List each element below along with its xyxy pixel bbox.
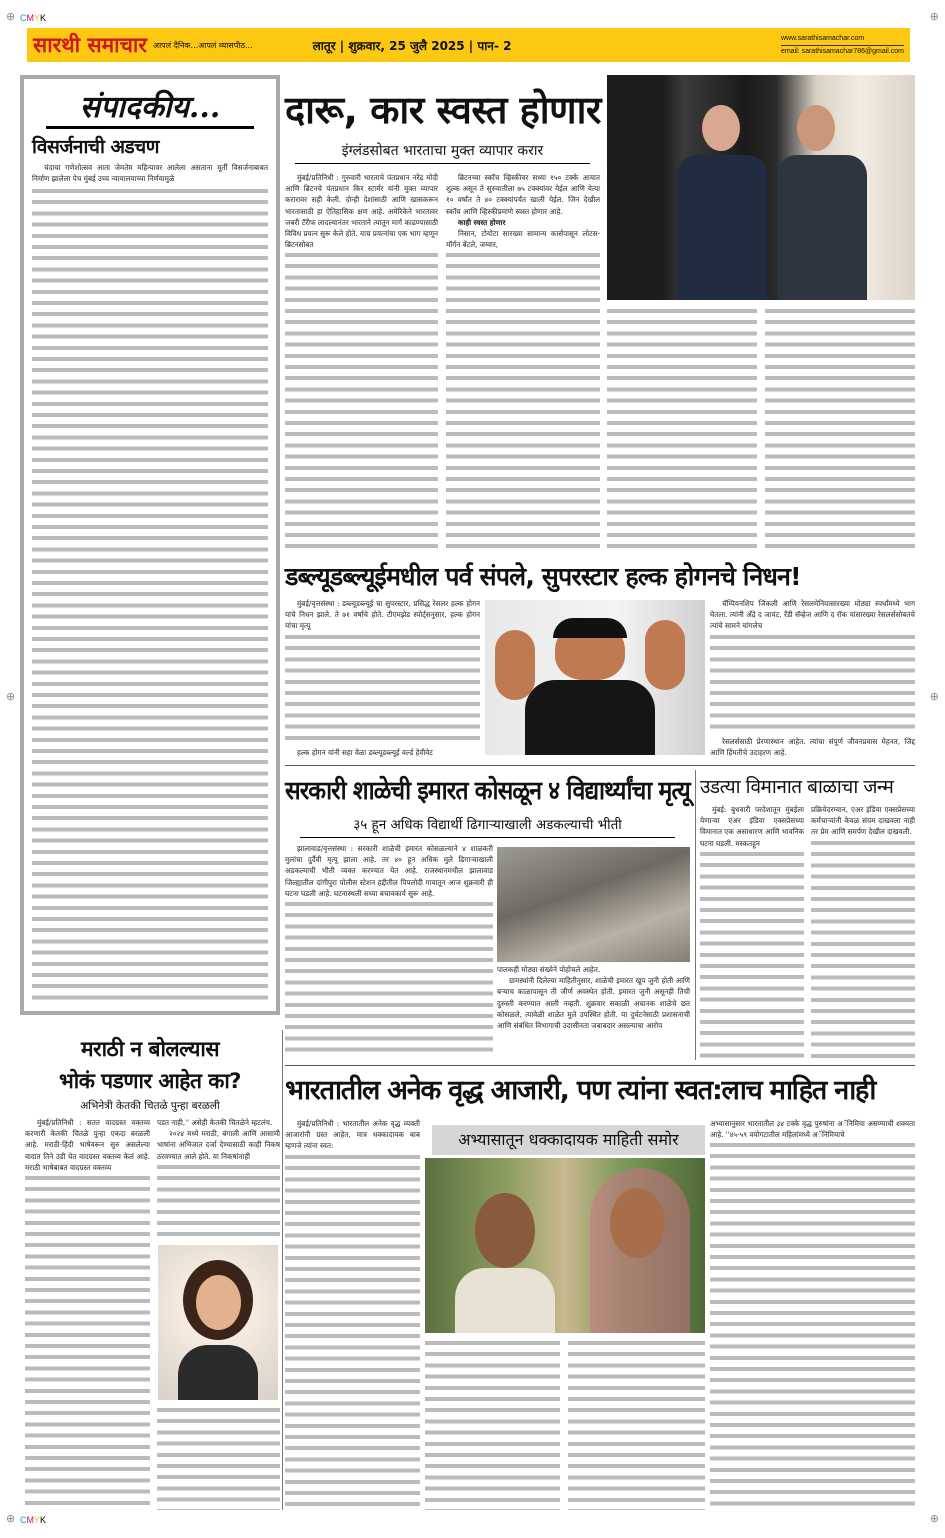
marathi-subhead: अभिनेत्री केतकी चितळे पुन्हा बरळली bbox=[80, 1100, 220, 1112]
editorial-body bbox=[32, 162, 268, 184]
editorial-banner: संपादकीय... bbox=[46, 85, 254, 129]
elderly-col3 bbox=[568, 1338, 705, 1510]
marathi-col1 bbox=[25, 1117, 150, 1510]
person-face bbox=[797, 105, 835, 151]
text-lines bbox=[285, 899, 493, 1055]
wwe-text: चॅम्पियनशिप जिंकली आणि रेसलमेनियासारख्या मोठ्या स्पर्धांमध्ये भाग घेतला. त्यांनी अँद्रे द जायंट, रँडी सॅव्हेज आणि द रॉक यांसारख्या रेसलर्ससोबतचे त्यांचे सामने चांगलेच bbox=[710, 599, 915, 631]
wwe-headline: डब्ल्यूडब्ल्यूईमधील पर्व संपले, सुपरस्टार हल्क होगनचे निधन! bbox=[285, 562, 801, 591]
website-link[interactable]: www.sarathisamachar.com bbox=[781, 33, 904, 46]
school-col1 bbox=[285, 843, 493, 1055]
contact-info bbox=[781, 33, 904, 58]
registration-mark-icon: ⊕ bbox=[929, 10, 939, 23]
elderly-banner: अभ्यासातून धक्कादायक माहिती समोर bbox=[432, 1125, 705, 1155]
elderly-col4 bbox=[710, 1118, 915, 1510]
registration-mark-icon: ⊕ bbox=[929, 690, 939, 703]
elderly-col2 bbox=[425, 1338, 560, 1510]
top-story-col2 bbox=[446, 172, 600, 554]
elderly-col1 bbox=[285, 1118, 420, 1510]
top-story-col4 bbox=[765, 306, 915, 554]
person-suit bbox=[777, 155, 867, 300]
marathi-col2-lower bbox=[157, 1405, 280, 1510]
cmyk-k: K bbox=[40, 13, 47, 23]
cmyk-c: C bbox=[20, 1515, 27, 1525]
text-lines bbox=[710, 632, 915, 736]
top-story-subsection: काही स्वस्त होणार bbox=[458, 217, 506, 227]
person-face bbox=[702, 105, 740, 151]
wwe-lead: मुंबई/वृत्तसंस्था : डब्ल्यूडब्ल्यूई चा सुपरस्टार, प्रसिद्ध रेसलर हल्क होगन यांचे निधन झाले. ते ७१ वर्षांचे होते. टीएमझेड स्पोर्ट्सनुसार, हल्क होगन यांचा मृत्यू bbox=[285, 599, 480, 631]
cmyk-c: C bbox=[20, 13, 27, 23]
marathi-headline bbox=[20, 1033, 280, 1097]
school-headline: सरकारी शाळेची इमारत कोसळून ४ विद्यार्थ्यांचा मृत्यू bbox=[285, 776, 690, 806]
text-lines bbox=[285, 250, 438, 554]
wwe-col1 bbox=[285, 598, 480, 758]
registration-mark-icon: ⊕ bbox=[6, 10, 16, 23]
divider bbox=[695, 770, 696, 1060]
cmyk-y: Y bbox=[34, 13, 41, 23]
text-lines bbox=[710, 1140, 915, 1510]
top-story-text: ब्रिटनच्या स्कॉच व्हिस्कीवर सध्या १५० टक्के आयात शुल्क असून ते सुरुवातीला ७५ टक्क्यांवर येईल आणि येत्या १० वर्षांत ते ४० टक्क्यांपर्यंत खाली येईल. जिन देखील स्कॉच आणि व्हिस्कीप्रमाणे स्वस्त होणार आहे. bbox=[446, 173, 600, 216]
school-col2 bbox=[497, 964, 690, 1031]
marathi-text: पडत नाही,'' असेही केतकी चितळेने म्हटलंय. bbox=[157, 1118, 273, 1127]
marathi-text: २०२४ मध्ये मराठी, बंगाली आणि आसामी भाषांना अभिजात दर्जा देण्यासाठी काही निकष ठरवण्यात आले होते. या निकषांनाही bbox=[157, 1129, 280, 1161]
top-story-lead: मुंबई/प्रतिनिधी : गुरुवारी भारताचे पंतप्रधान नरेंद्र मोदी आणि ब्रिटनचे पंतप्रधान किर स्टार्मर यांनी मुक्त व्यापार करारावर सही केली. दोन्ही देशांसाठी आणि खासकरून भारतासाठी हा ऐतिहासिक क्षण आहे. अमेरिकेने भारतावर जबरी टॅरीफ लादल्यानंतर भारताने त्यातून मार्ग काढण्यासाठी विविध प्रयत्न सुरू केले होते. याच प्रयत्नांचा एक भाग म्हणून ब्रिटनसोबत bbox=[285, 173, 439, 250]
registration-mark-icon: ⊕ bbox=[6, 690, 16, 703]
school-subhead: ३५ हून अधिक विद्यार्थी ढिगाऱ्याखाली अडकल्याची भीती bbox=[300, 816, 675, 838]
leaders-handshake-photo bbox=[607, 75, 915, 300]
text-lines bbox=[700, 849, 804, 1059]
text-lines bbox=[157, 1162, 280, 1241]
cmyk-k: K bbox=[40, 1515, 47, 1525]
tshirt bbox=[525, 680, 655, 755]
top-story-col3 bbox=[607, 306, 757, 554]
elderly-text: अभ्यासानुसार भारतातील ३४ टक्के वृद्ध पुरुषांना अॅनिमिया असण्याची शक्यता आहे. ''४५-५९ वयोगटातील महिलांमध्ये अॅनिमियाचे bbox=[710, 1119, 915, 1140]
collapsed-building-photo bbox=[497, 847, 690, 962]
elderly-couple-photo bbox=[425, 1158, 705, 1333]
email-link[interactable]: email: sarathisamachar786@gmail.com bbox=[780, 47, 904, 55]
shirt bbox=[455, 1268, 555, 1333]
cmyk-mark-bottom bbox=[20, 1515, 46, 1525]
cmyk-m: M bbox=[26, 13, 34, 23]
dateline: लातूर | शुक्रवार, 25 जुलै 2025 | पान- 2 bbox=[312, 38, 512, 53]
flight-col2 bbox=[811, 804, 915, 1059]
text-lines bbox=[285, 1152, 420, 1510]
editorial-text-columns bbox=[32, 186, 268, 1005]
text-lines bbox=[446, 250, 600, 554]
wwe-text: हल्क होगन यांनी सहा वेळा डब्ल्यूडब्ल्यूई वर्ल्ड हेवीवेट bbox=[297, 747, 433, 757]
marathi-headline-line1: मराठी न बोलल्यास bbox=[80, 1037, 220, 1061]
editorial-lead: चंदाचा गणेशोत्सव आता जेमतेम महिन्यावर आलेला असताना मूर्ती विसर्जनाबाबत निर्माण झालेला पेच मुंबई उच्च न्यायालयाच्या निर्णयामुळे bbox=[32, 163, 268, 184]
hulk-hogan-photo bbox=[485, 600, 705, 755]
cmyk-mark bbox=[20, 13, 46, 23]
bandana bbox=[553, 618, 627, 638]
text-lines bbox=[285, 632, 480, 747]
text-lines bbox=[25, 1173, 150, 1510]
person-face bbox=[610, 1188, 665, 1258]
flight-text: मुंबई: बुधवारी परदेशातून मुंबईला येणाऱ्या एअर इंडिया एक्सप्रेसच्या विमानात एक असाधारण आणि भावनिक घटना घडली. मस्कतहून bbox=[700, 805, 804, 848]
divider bbox=[285, 765, 915, 766]
elderly-headline: भारतातील अनेक वृद्ध आजारी, पण त्यांना स्वत:लाच माहित नाही bbox=[285, 1075, 876, 1106]
top-story-headline: दारू, कार स्वस्त होणार bbox=[285, 88, 601, 132]
flight-headline: उडत्या विमानात बाळाचा जन्म bbox=[700, 776, 894, 798]
divider bbox=[285, 1065, 915, 1066]
school-lead: झालावाड/वृत्तसंस्था : सरकारी शाळेची इमारत कोसळल्याने ४ शाळकरी मुलांचा दुर्दैवी मृत्यू झाला आहे, तर ४० हून अधिक मुले ढिगाऱ्याखाली अडकल्याची भीती व्यक्त करण्यात येत आहे. राजस्थानमधील झालावाड जिल्ह्यातील दांगीपुरा पोलीस स्टेशन हद्दीतील पिपलोदी गावातून आज शुक्रवारी ही घटना घडली आहे. घटनास्थली सध्या बचावकार्य सुरू आहे. bbox=[285, 844, 493, 898]
cmyk-y: Y bbox=[34, 1515, 41, 1525]
masthead bbox=[27, 28, 910, 62]
flight-col1 bbox=[700, 804, 804, 1059]
editorial-title: विसर्जनाची अडचण bbox=[32, 136, 159, 158]
arm bbox=[495, 630, 535, 700]
dress bbox=[178, 1345, 258, 1400]
person-face bbox=[196, 1275, 241, 1330]
top-story-text: निसान, टोयोटा सारख्या सामान्य कार्सपासून लोटस-मॉर्गन बेंटले, जग्वार, bbox=[446, 229, 600, 250]
person-suit bbox=[677, 155, 767, 300]
elderly-lead: मुंबई/प्रतिनिधी : भारतातील अनेक वृद्ध व्यक्ती आजारांनी ग्रस्त आहेत, मात्र धक्कादायक बाब म्हणजे त्यांना स्वत: bbox=[285, 1119, 420, 1151]
marathi-col2 bbox=[157, 1117, 280, 1241]
marathi-lead: मुंबई/प्रतिनिधी : सतत वादग्रस्त वक्तव्य करणारी केतकी चितळे पुन्हा एकदा बरळली आहे. मराठी-हिंदी भाषेवरून सुरु असलेल्या वादात तिने उडी घेत वादग्रस्त वक्तव्य केलं आहे. मराठी भाषेबाबत वादग्रस्त वक्तव्य bbox=[25, 1118, 150, 1172]
newspaper-logo: सारथी समाचार bbox=[33, 32, 147, 57]
registration-mark-icon: ⊕ bbox=[6, 1512, 16, 1525]
school-text: पालकही मोठ्या संख्येने पोहोचले आहेत. bbox=[497, 965, 601, 974]
wwe-text: रेसलर्ससाठी प्रेरणास्थान आहेत. त्यांचा संपूर्ण जीवनप्रवास मेहनत, जिद्द आणि हिंमतीचे उदाहरण आहे. bbox=[710, 736, 915, 757]
school-text: ग्रामस्थांनी दिलेल्या माहितीनुसार, शाळेची इमारत खूप जुनी होती आणि बऱ्याच काळापासून ती जीर्ण अवस्थेत होती. इमारत जुनी असूनही तिची दुरुस्ती करण्यात आली नव्हती. शुक्रवार सकाळी अचानक शाळेचे छत कोसळले, त्यावेळी शाळेत मुले उपस्थित होती. या दुर्घटनेसाठी प्रशासनाची आणि संबंधित विभागाची उदासीनता जबाबदार असल्याचा आरोप bbox=[497, 976, 690, 1031]
wwe-col2 bbox=[710, 598, 915, 758]
top-story-col1 bbox=[285, 172, 438, 554]
text-lines bbox=[811, 838, 915, 1059]
tagline: आपलं दैनिक...आपलं व्यासपीठ... bbox=[152, 40, 253, 50]
ketaki-chitale-photo bbox=[158, 1245, 278, 1400]
divider bbox=[282, 1030, 283, 1510]
person-face bbox=[475, 1193, 535, 1268]
arm bbox=[645, 620, 685, 690]
editorial-box bbox=[20, 75, 280, 1015]
registration-mark-icon: ⊕ bbox=[929, 1512, 939, 1525]
marathi-headline-line2: भोकं पडणार आहेत का? bbox=[59, 1069, 241, 1093]
flight-text: प्रक्रियेदरम्यान, एअर इंडिया एक्सप्रेसच्या कर्मचाऱ्यांनी केवळ संयम दाखवला नाही तर प्रेम आणि समर्पण देखील दाखवली. bbox=[811, 805, 915, 837]
top-story-subhead: इंग्लंडसोबत भारताचा मुक्त व्यापार करार bbox=[295, 142, 590, 164]
cmyk-m: M bbox=[26, 1515, 34, 1525]
